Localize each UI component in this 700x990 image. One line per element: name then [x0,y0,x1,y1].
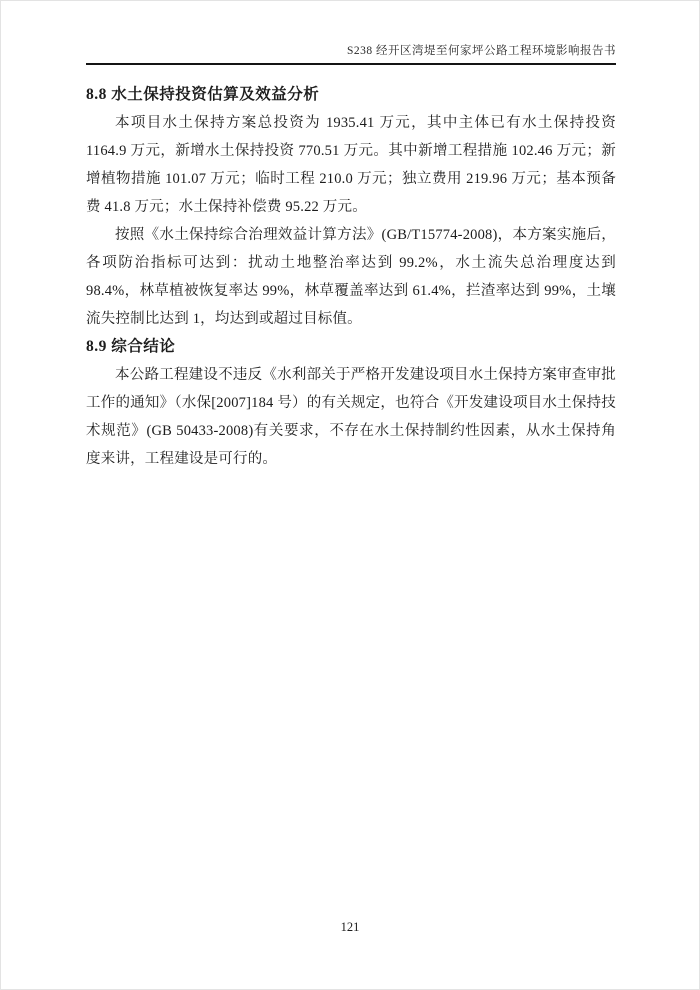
paragraph-benefit-indicators: 按照《水土保持综合治理效益计算方法》(GB/T15774-2008)，本方案实施后，各项防治指标可达到：扰动土地整治率达到 99.2%，水土流失总治理度达到 98.4%，林草植被恢复率达 99%，林草覆盖率达到 61.4%，拦渣率达到 99%，土壤流失控制比达到 1，均达到或超过目标值。 [86,227,616,327]
section-heading-8-9: 8.9 综合结论 [86,338,176,355]
running-header-title: S238 经开区湾堤至何家坪公路工程环境影响报告书 [346,45,616,57]
section-heading-8-8: 8.8 水土保持投资估算及效益分析 [86,86,320,103]
page-number: 121 [340,920,360,934]
header-rule [86,63,616,65]
paragraph-investment-summary: 本项目水土保持方案总投资为 1935.41 万元，其中主体已有水土保持投资 1164.9 万元，新增水土保持投资 770.51 万元。其中新增工程措施 102.46 万元；新增植物措施 101.07 万元；临时工程 210.0 万元；独立费用 219.96 万元；基本预备费 41.8 万元；水土保持补偿费 95.22 万元。 [86,115,616,215]
paragraph-overall-conclusion: 本公路工程建设不违反《水利部关于严格开发建设项目水土保持方案审查审批工作的通知》（水保[2007]184 号）的有关规定，也符合《开发建设项目水土保持技术规范》(GB 50433-2008)有关要求，不存在水土保持制约性因素，从水土保持角度来讲，工程建设是可行的。 [86,367,616,467]
